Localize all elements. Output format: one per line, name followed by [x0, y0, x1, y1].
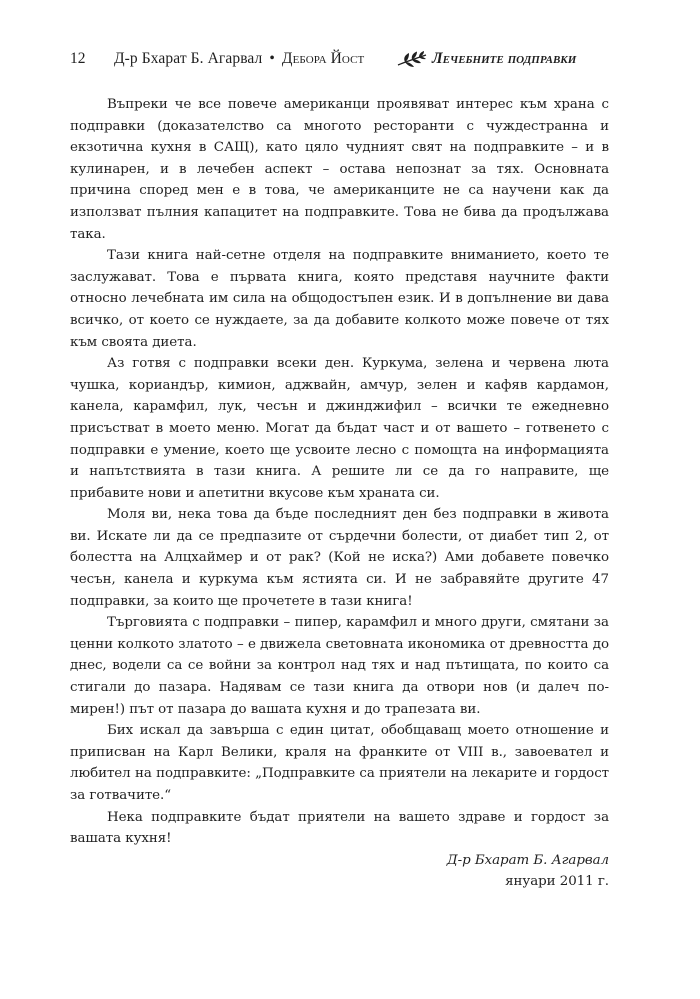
paragraph: Въпреки че все повече американци проявяват интерес към храна с подправки (доказателство са многото ресторанти с чуждестранна и екзотична кухня в САЩ), като цяло чудният свят на подправките – и в кулинарен, и в лечебен аспект – остава непознат за тях. Основната причина според мен е в това, че американците не са научени как да използват пълния капацитет на подправките. Това не бива да продължава така. — [70, 97, 609, 242]
paragraph: Търговията с подправки – пипер, карамфил и много други, смятани за ценни колкото златото – е движела световната икономика от древността до днес, водели са се войни за контрол над тях и над пътищата, по които са стигали до пазара. Надявам се тази книга да отвори нов (и далеч по-мирен!) път от пазара до вашата кухня и до трапезата ви. — [70, 615, 609, 717]
header-separator: • — [269, 50, 275, 67]
coauthor-name: Дебора Йост — [281, 50, 365, 67]
leaf-ornament-icon — [396, 50, 428, 70]
paragraph: Нека подправките бъдат приятели на вашето здраве и гордост за вашата кухня! — [70, 809, 609, 847]
running-header — [70, 48, 610, 70]
paragraph: Моля ви, нека това да бъде последният ден без подправки в живота ви. Искате ли да се предпазите от сърдечни болести, от диабет тип 2, от болестта на Алцхаймер и от рак? (Кой не иска?) Ами добавете повечко чесън, канела и куркума към ястията си. И не забравяйте другите 47 подправки, за които ще прочетете в тази книга! — [70, 507, 609, 609]
book-title: Лечебните подправки — [432, 50, 577, 67]
page-number: 12 — [70, 50, 86, 67]
paragraph: Бих искал да завърша с един цитат, обобщаващ моето отношение и приписван на Карл Велики, краля на франките от VIII в., завоевател и любител на подправките: „Подправките са приятели на лекарите и гордост за готвачите.“ — [70, 723, 609, 803]
main-text — [70, 94, 609, 893]
paragraph: Тази книга най-сетне отделя на подправките вниманието, което те заслужават. Това е първата книга, която представя научните факти относно лечебната им сила на общодостъпен език. И в допълнение ви дава всичко, от което се нуждаете, за да добавите колкото може повече от тях към своята диета. — [70, 248, 609, 350]
signature-date: януари 2011 г. — [505, 874, 609, 890]
authors-line — [114, 48, 364, 70]
author-name: Д-р Бхарат Б. Агарвал — [114, 50, 263, 67]
signature-block — [70, 850, 609, 893]
paragraph: Аз готвя с подправки всеки ден. Куркума, зелена и червена люта чушка, кориандър, кимион, аджвайн, амчур, зелен и кафяв кардамон, канела, карамфил, лук, чесън и джинджифил – всички те ежедневно присъстват в моето меню. Могат да бъдат част и от вашето – готвенето с подправки е умение, което ще усвоите лесно с помощта на информацията и напътствията в тази книга. А решите ли се да го направите, ще прибавите нови и апетитни вкусове към храната си. — [70, 356, 609, 501]
signature-name: Д-р Бхарат Б. Агарвал — [446, 852, 609, 868]
